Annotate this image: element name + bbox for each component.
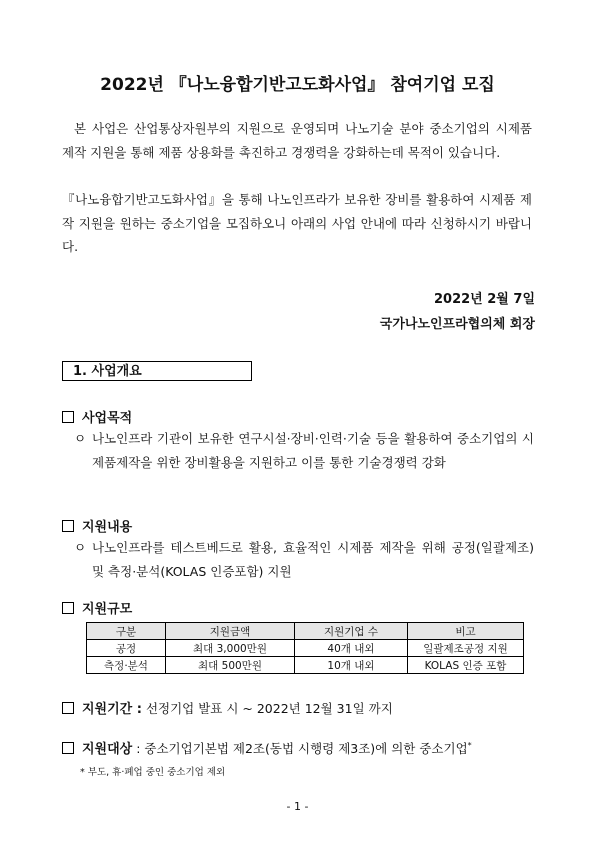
table-cell: 측정·분석	[87, 657, 166, 674]
table-cell: 일괄제조공정 지원	[408, 640, 524, 657]
content-heading-label: 지원내용	[82, 520, 133, 535]
table-cell: 공정	[87, 640, 166, 657]
table-cell: KOLAS 인증 포함	[408, 657, 524, 674]
footnote: * 부도, 휴·폐업 중인 중소기업 제외	[80, 767, 226, 778]
content-bullet	[74, 536, 534, 584]
checkbox-square-icon	[62, 602, 74, 614]
purpose-bullet	[74, 427, 534, 475]
table-cell: 최대 500만원	[166, 657, 295, 674]
table-header-row	[87, 623, 524, 640]
bullet-circle-icon: ㅇ	[74, 540, 87, 555]
target-line	[62, 738, 472, 757]
support-scale-table	[86, 622, 524, 674]
checkbox-square-icon	[62, 520, 74, 532]
checkbox-square-icon	[62, 411, 74, 423]
period-text: 선정기업 발표 시 ~ 2022년 12월 31일 까지	[145, 701, 393, 716]
page-number: - 1 -	[286, 800, 309, 813]
table-row	[87, 657, 524, 674]
content-text: 나노인프라를 테스트베드로 활용, 효율적인 시제품 제작을 위해 공정(일괄제조) 및 측정·분석(KOLAS 인증포함) 지원	[92, 540, 534, 579]
table-cell: 40개 내외	[295, 640, 408, 657]
table-cell: 10개 내외	[295, 657, 408, 674]
document-title: 2022년 『나노융합기반고도화사업』 참여기업 모집	[100, 75, 495, 95]
period-label: 지원기간 :	[82, 702, 142, 717]
table-row	[87, 640, 524, 657]
table-header-cell: 비고	[408, 623, 524, 640]
table-cell: 최대 3,000만원	[166, 640, 295, 657]
purpose-heading	[62, 407, 132, 426]
table-header-cell: 지원금액	[166, 623, 295, 640]
announcement-date: 2022년 2월 7일	[434, 292, 535, 307]
checkbox-square-icon	[62, 702, 74, 714]
purpose-heading-label: 사업목적	[82, 411, 133, 426]
intro-paragraph-1: 본 사업은 산업통상자원부의 지원으로 운영되며 나노기술 분야 중소기업의 시제품 제작 지원을 통해 제품 상용화를 촉진하고 경쟁력을 강화하는데 목적이 있습니다.	[62, 121, 532, 160]
content-heading	[62, 516, 132, 535]
target-label: 지원대상	[82, 742, 133, 757]
purpose-text: 나노인프라 기관이 보유한 연구시설·장비·인력·기술 등을 활용하여 중소기업의 시제품제작을 위한 장비활용을 지원하고 이를 통한 기술경쟁력 강화	[92, 431, 534, 470]
target-text: : 중소기업기본법 제2조(동법 시행령 제3조)에 의한 중소기업	[136, 741, 468, 756]
table-header-cell: 지원기업 수	[295, 623, 408, 640]
period-line	[62, 698, 393, 717]
intro-paragraph-2: 『나노융합기반고도화사업』을 통해 나노인프라가 보유한 장비를 활용하여 시제품 제작 지원을 원하는 중소기업을 모집하오니 아래의 사업 안내에 따라 신청하시기 바랍니다.	[62, 192, 532, 254]
issuing-organization: 국가나노인프라협의체 회장	[379, 317, 535, 332]
checkbox-square-icon	[62, 742, 74, 754]
section-heading-overview: 1. 사업개요	[62, 361, 252, 381]
bullet-circle-icon: ㅇ	[74, 431, 87, 446]
scale-heading	[62, 598, 132, 617]
scale-heading-label: 지원규모	[82, 602, 133, 617]
footnote-mark: *	[467, 740, 472, 750]
table-header-cell: 구분	[87, 623, 166, 640]
